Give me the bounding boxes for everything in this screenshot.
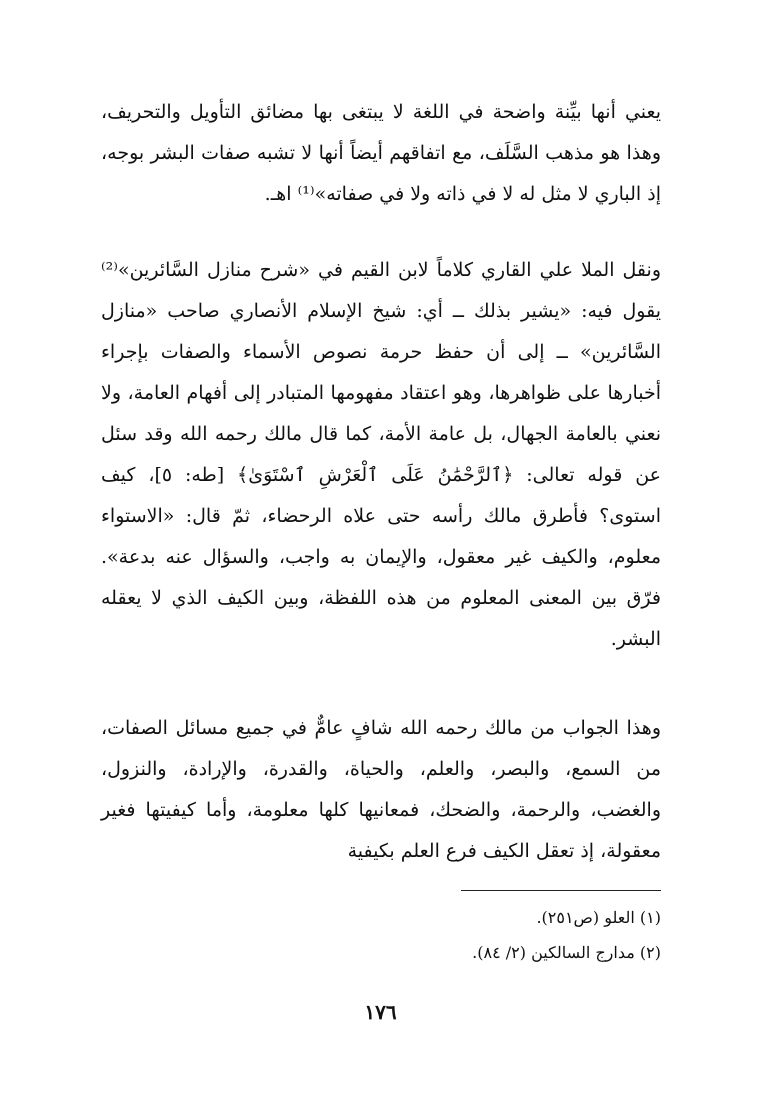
body-paragraph-3: وهذا الجواب من مالك رحمه الله شافٍ عامٌّ في جميع مسائل الصفات، من السمع، والبصر، والعلم، والحياة، والقدرة، والإرادة، والنزول، والغضب، والرحمة، والضحك، فمعانيها كلها معلومة، وأما كيفيتها فغير معقولة، إذ تعقل الكيف فرع العلم بكيفية bbox=[101, 717, 661, 862]
footnotes bbox=[101, 900, 661, 970]
footnote-separator bbox=[461, 890, 661, 891]
body-paragraph-1: يعني أنها بيِّنة واضحة في اللغة لا يبتغى بها مضائق التأويل والتحريف، وهذا هو مذهب السَّلَف، مع اتفاقهم أيضاً أنها لا تشبه صفات البشر بوجه، إذ الباري لا مثل له لا في ذاته ولا في صفاته»⁽¹⁾ اهـ. bbox=[101, 101, 661, 205]
footnote-2: (٢) مدارج السالكين (٢/ ٨٤). bbox=[472, 943, 661, 962]
page-number: ١٧٦ bbox=[364, 1000, 397, 1024]
footnote-1: (١) العلو (ص٢٥١). bbox=[536, 908, 661, 927]
body-paragraph-2: ونقل الملا علي القاري كلاماً لابن القيم في «شرح منازل السَّائرين»⁽²⁾ يقول فيه: «يشير بذلك ــ أي: شيخ الإسلام الأنصاري صاحب «منازل السَّائرين» ــ إلى أن حفظ حرمة نصوص الأسماء والصفات بإجراء أخبارها على ظواهرها، وهو اعتقاد مفهومها المتبادر إلى أفهام العامة، ولا نعني بالعامة الجهال، بل عامة الأمة، كما قال مالك رحمه الله وقد سئل عن قوله تعالى: ﴿ٱلرَّحْمَٰنُ عَلَى ٱلْعَرْشِ ٱسْتَوَىٰ﴾ [طه: ٥]، كيف استوى؟ فأطرق مالك رأسه حتى علاه الرحضاء، ثمّ قال: «الاستواء معلوم، والكيف غير معقول، والإيمان به واجب، والسؤال عنه بدعة». فرّق بين المعنى المعلوم من هذه اللفظة، وبين الكيف الذي لا يعقله البشر. bbox=[101, 259, 662, 650]
